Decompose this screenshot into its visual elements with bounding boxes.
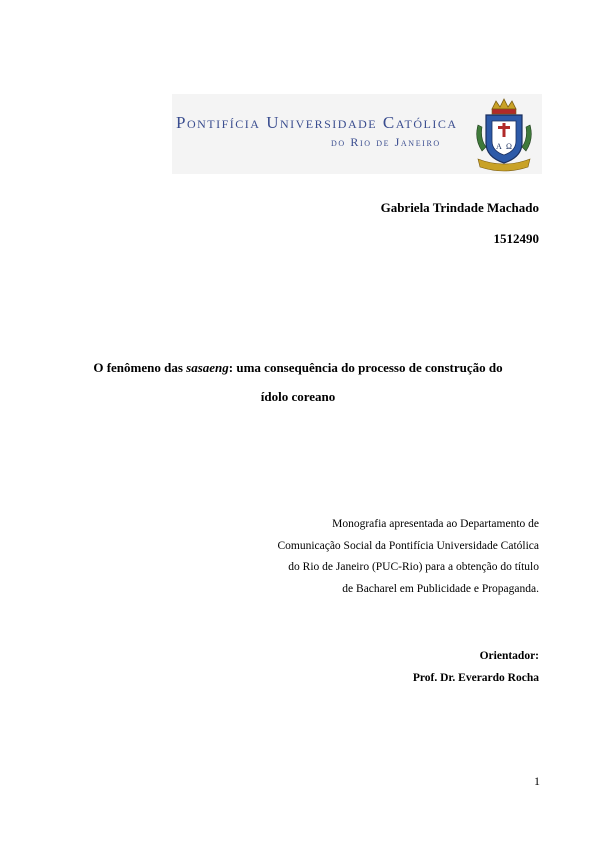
title-line-2: ídolo coreano	[260, 389, 336, 404]
title-emphasis: sasaeng	[186, 360, 229, 375]
advisor-name: Prof. Dr. Everardo Rocha	[412, 672, 539, 684]
monograph-description	[219, 514, 539, 600]
advisor-label: Orientador:	[479, 650, 539, 662]
monograph-line: Monografia apresentada ao Departamento de	[332, 518, 539, 530]
thesis-title	[60, 353, 536, 411]
advisor-block	[413, 645, 539, 689]
author-block	[381, 192, 539, 254]
title-part-2: : uma consequência do processo de construção do	[228, 360, 503, 375]
svg-text:A: A	[496, 142, 502, 151]
student-id: 1512490	[493, 231, 539, 246]
author-name: Gabriela Trindade Machado	[380, 200, 539, 215]
title-part-1: O fenômeno das	[93, 360, 187, 375]
svg-text:Ω: Ω	[506, 142, 512, 151]
monograph-line: Comunicação Social da Pontifícia Universidade Católica	[277, 539, 539, 552]
logo-university-location: do Rio de Janeiro	[331, 135, 441, 149]
university-crest-icon	[468, 95, 540, 173]
logo-university-name: Pontifícia Universidade Católica	[176, 113, 458, 132]
monograph-line: do Rio de Janeiro (PUC-Rio) para a obtenção do título	[288, 561, 539, 573]
page-number: 1	[534, 774, 540, 788]
title-line-1	[60, 353, 536, 382]
monograph-line: de Bacharel em Publicidade e Propaganda.	[342, 582, 539, 595]
